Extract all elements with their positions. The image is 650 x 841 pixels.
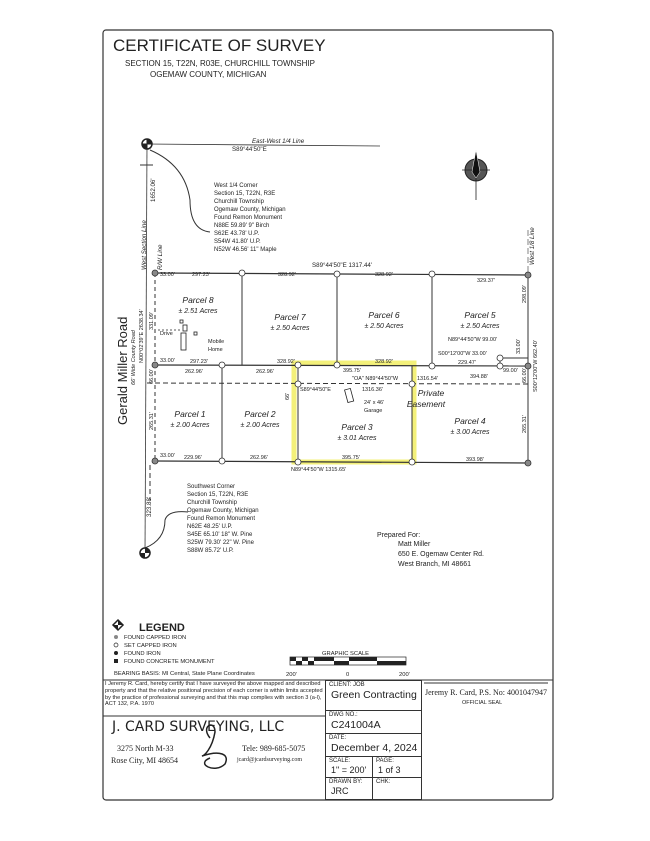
svg-text:FOUND CONCRETE MONUMENT: FOUND CONCRETE MONUMENT <box>124 659 215 665</box>
svg-text:SET CAPPED IRON: SET CAPPED IRON <box>124 643 177 649</box>
svg-text:Parcel 5: Parcel 5 <box>464 310 496 320</box>
subtitle-county: OGEMAW COUNTY, MICHIGAN <box>150 70 267 79</box>
svg-text:± 2.00 Acres: ± 2.00 Acres <box>240 422 280 429</box>
phone: Tele: 989-685-5075 <box>242 744 306 753</box>
north-arrow-icon <box>462 150 490 200</box>
west-corner-note <box>214 183 286 253</box>
svg-text:66.00': 66.00' <box>522 368 528 383</box>
svg-text:328.92': 328.92' <box>375 359 393 365</box>
svg-text:Southwest Corner: Southwest Corner <box>187 484 236 490</box>
svg-text:S89°44'50"E: S89°44'50"E <box>300 387 331 393</box>
svg-text:Parcel 1: Parcel 1 <box>174 409 206 419</box>
client-cell: CLIENT: JOB Green Contracting <box>325 680 422 711</box>
svg-text:Parcel 4: Parcel 4 <box>454 416 486 426</box>
svg-text:0: 0 <box>346 672 350 678</box>
address-line-1: 3275 North M-33 <box>117 744 174 753</box>
page-cell: PAGE: 1 of 3 <box>372 756 422 778</box>
svg-text:1316.36': 1316.36' <box>362 387 383 393</box>
svg-text:200': 200' <box>399 672 410 678</box>
found-capped-iron-icon <box>114 635 118 639</box>
svg-text:N62E 48.25' U.P.: N62E 48.25' U.P. <box>187 524 233 530</box>
svg-text:262.96': 262.96' <box>185 369 203 375</box>
svg-text:331.09': 331.09' <box>149 312 155 330</box>
svg-text:298.09': 298.09' <box>522 285 528 303</box>
svg-text:West Branch, MI 48661: West Branch, MI 48661 <box>398 561 472 568</box>
west-18-line-label: West 1/8 Line <box>529 227 536 265</box>
page-title: CERTIFICATE OF SURVEY <box>113 36 326 55</box>
svg-text:265.31': 265.31' <box>522 415 528 433</box>
svg-text:262.96': 262.96' <box>250 455 268 461</box>
sw-corner-note <box>187 484 259 554</box>
ew-bearing: S89°44'50"E <box>232 146 267 153</box>
svg-text:S00°12'00"W 662.40': S00°12'00"W 662.40' <box>533 340 539 392</box>
svg-text:33.00': 33.00' <box>160 358 175 364</box>
west-section-line-label: West Section Line <box>141 220 148 270</box>
svg-text:Section 15, T22N, R3E: Section 15, T22N, R3E <box>214 191 276 197</box>
svg-text:Parcel 6: Parcel 6 <box>368 310 400 320</box>
page-value: 1 of 3 <box>378 765 401 775</box>
svg-text:650 E. Ogemaw Center Rd.: 650 E. Ogemaw Center Rd. <box>398 551 484 558</box>
dist-323: 323.88' <box>146 496 153 517</box>
svg-text:N88E 59.89' 9" Birch: N88E 59.89' 9" Birch <box>214 223 270 229</box>
dist-1652: 1652.06' <box>150 178 157 202</box>
svg-text:± 2.50 Acres: ± 2.50 Acres <box>270 325 310 332</box>
svg-text:S45E 65.10' 18" W. Pine: S45E 65.10' 18" W. Pine <box>187 532 253 538</box>
svg-text:± 2.00 Acres: ± 2.00 Acres <box>170 422 210 429</box>
drawn-by-cell: DRAWN BY: JRC <box>325 777 373 800</box>
svg-text:N89°44'50"W 1315.65': N89°44'50"W 1315.65' <box>291 467 347 473</box>
date-value: December 4, 2024 <box>331 742 418 754</box>
svg-text:66.00': 66.00' <box>149 369 155 384</box>
certification-text: I Jeremy R. Card, hereby certify that I have surveyed the above mapped and described property and that the relative positional precision of each corner is within limits accepted by the practice of professional surveying and that this map complies with section 3 (a-l), ACT 132, P.A. 1970 <box>105 681 323 708</box>
svg-text:Home: Home <box>208 347 223 353</box>
garage-outline <box>345 388 354 402</box>
svg-text:229.96': 229.96' <box>184 455 202 461</box>
scale-value: 1" = 200' <box>331 765 367 775</box>
svg-text:99.00': 99.00' <box>503 368 518 374</box>
svg-text:± 3.00 Acres: ± 3.00 Acres <box>450 429 490 436</box>
svg-text:Ogemaw County, Michigan: Ogemaw County, Michigan <box>187 508 259 514</box>
svg-text:33.00': 33.00' <box>160 453 175 459</box>
svg-text:GRAPHIC SCALE: GRAPHIC SCALE <box>322 651 370 657</box>
svg-text:Easement: Easement <box>406 399 446 409</box>
svg-text:N89°44'50"W 99.00': N89°44'50"W 99.00' <box>448 337 498 343</box>
svg-text:Prepared For:: Prepared For: <box>377 532 421 539</box>
scale-cell: SCALE: 1" = 200' <box>325 756 373 778</box>
client-value: Green Contracting <box>331 689 417 701</box>
company-name: J. CARD SURVEYING, LLC <box>112 719 285 735</box>
date-cell: DATE: December 4, 2024 <box>325 733 422 757</box>
svg-text:33.00': 33.00' <box>160 272 175 278</box>
svg-text:Found Remon Monument: Found Remon Monument <box>214 215 283 221</box>
svg-text:Churchill Township: Churchill Township <box>214 199 264 205</box>
svg-text:Parcel 7: Parcel 7 <box>274 312 306 322</box>
rw-line-label: R/W Line <box>157 244 164 270</box>
svg-text:Parcel 8: Parcel 8 <box>182 295 214 305</box>
svg-text:200': 200' <box>286 672 297 678</box>
svg-text:1316.54': 1316.54' <box>417 376 438 382</box>
svg-text:± 2.51 Acres: ± 2.51 Acres <box>178 308 218 315</box>
svg-text:33.00': 33.00' <box>516 339 522 354</box>
checked-cell: CHK: <box>372 777 422 800</box>
svg-text:Garage: Garage <box>364 408 383 414</box>
svg-text:± 2.50 Acres: ± 2.50 Acres <box>364 323 404 330</box>
surveyor-name: Jeremy R. Card, P.S. No: 4001047947 <box>425 688 547 697</box>
road-sub: 66' Wide County Road <box>131 330 137 385</box>
easement-label: Private <box>417 388 445 398</box>
ew-line-label: East-West 1/4 Line <box>252 138 305 145</box>
dwg-cell: DWG NO.: C241004A <box>325 710 422 734</box>
svg-text:297.23': 297.23' <box>192 272 210 278</box>
svg-text:FOUND CAPPED IRON: FOUND CAPPED IRON <box>124 635 187 641</box>
email-link[interactable]: jcard@jcardsurveying.com <box>237 757 303 763</box>
official-seal-label: OFFICIAL SEAL <box>462 700 503 706</box>
svg-text:66': 66' <box>285 392 291 400</box>
found-concrete-monument-icon <box>114 659 118 663</box>
svg-text:395.75': 395.75' <box>343 368 361 374</box>
svg-text:S62E 43.78' U.P.: S62E 43.78' U.P. <box>214 231 260 237</box>
svg-text:Mobile: Mobile <box>208 339 225 345</box>
svg-text:"OA" N89°44'50"W: "OA" N89°44'50"W <box>352 376 399 382</box>
svg-text:N52W 46.56' 11" Maple: N52W 46.56' 11" Maple <box>214 247 277 253</box>
svg-text:Ogemaw County, Michigan: Ogemaw County, Michigan <box>214 207 286 213</box>
svg-text:229.47': 229.47' <box>458 360 476 366</box>
svg-text:± 3.01 Acres: ± 3.01 Acres <box>337 435 377 442</box>
svg-text:Section 15, T22N, R3E: Section 15, T22N, R3E <box>187 492 249 498</box>
svg-text:297.23': 297.23' <box>190 359 208 365</box>
svg-text:393.98': 393.98' <box>466 457 484 463</box>
svg-text:S54W 41.80' U.P.: S54W 41.80' U.P. <box>214 239 261 245</box>
set-capped-iron-icon <box>114 643 118 647</box>
dist-2638: N00°02'39"E 2638.34' <box>139 309 145 363</box>
svg-text:West 1/4 Corner: West 1/4 Corner <box>214 183 258 189</box>
svg-text:395.75': 395.75' <box>342 455 360 461</box>
found-iron-icon <box>114 651 118 655</box>
parcel-labels <box>171 295 500 442</box>
svg-text:Matt Miller: Matt Miller <box>398 541 431 548</box>
address-line-2: Rose City, MI 48654 <box>111 756 179 765</box>
graphic-scale <box>286 651 410 678</box>
svg-text:LEGEND: LEGEND <box>139 622 185 634</box>
svg-text:328.92': 328.92' <box>277 359 295 365</box>
svg-text:S00°12'00"W 33.00': S00°12'00"W 33.00' <box>438 351 487 357</box>
svg-text:262.96': 262.96' <box>256 369 274 375</box>
svg-text:24' x 46': 24' x 46' <box>364 400 385 406</box>
svg-text:329.37': 329.37' <box>477 278 495 284</box>
svg-text:328.92': 328.92' <box>278 272 296 278</box>
prepared-for <box>377 532 484 568</box>
road-name: Gerald Miller Road <box>115 316 130 425</box>
drawn-by-value: JRC <box>331 786 349 796</box>
svg-text:S88W 85.72' U.P.: S88W 85.72' U.P. <box>187 548 234 554</box>
svg-text:Churchill Township: Churchill Township <box>187 500 237 506</box>
svg-text:FOUND IRON: FOUND IRON <box>124 651 161 657</box>
svg-text:± 2.50 Acres: ± 2.50 Acres <box>460 323 500 330</box>
dwg-value: C241004A <box>331 719 381 731</box>
svg-text:328.92': 328.92' <box>375 272 393 278</box>
svg-text:265.31': 265.31' <box>149 412 155 430</box>
svg-text:BEARING BASIS: MI Central, Sta: BEARING BASIS: MI Central, State Plane Coordinates <box>114 671 255 677</box>
top-bearing: S89°44'50"E 1317.44' <box>312 262 373 269</box>
subtitle-section: SECTION 15, T22N, R03E, CHURCHILL TOWNSHIP <box>125 59 315 68</box>
svg-text:S25W 79.30' 22" W. Pine: S25W 79.30' 22" W. Pine <box>187 540 254 546</box>
svg-text:Parcel 2: Parcel 2 <box>244 409 276 419</box>
svg-text:394.88': 394.88' <box>470 374 488 380</box>
legend <box>113 620 255 677</box>
svg-text:Drive: Drive <box>160 331 173 337</box>
svg-text:Found Remon Monument: Found Remon Monument <box>187 516 256 522</box>
svg-text:Parcel 3: Parcel 3 <box>341 422 373 432</box>
